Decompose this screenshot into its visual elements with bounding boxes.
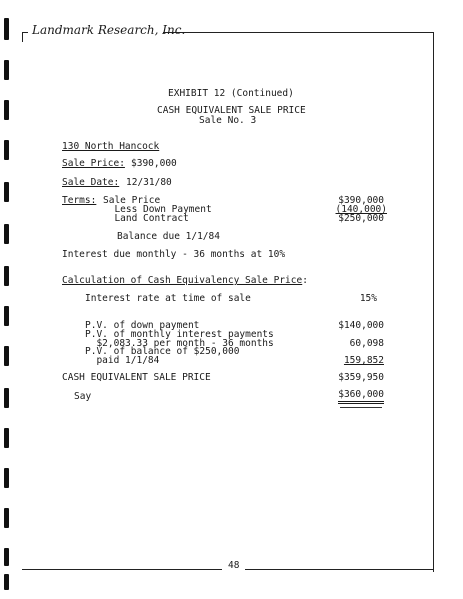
- total-label: CASH EQUIVALENT SALE PRICE: [62, 372, 211, 383]
- binder-mark: [4, 428, 9, 448]
- terms-item-label: Land Contract: [103, 213, 189, 224]
- pv-monthly-label: P.V. of monthly interest payments: [85, 329, 274, 340]
- interest-rate-value: 15%: [359, 293, 377, 304]
- terms-item-value: $390,000: [338, 195, 384, 206]
- terms-item-label: Less Down Payment: [103, 204, 212, 215]
- pv-balance-value: 159,852: [343, 355, 384, 366]
- terms-item-label: Sale Price: [103, 195, 161, 206]
- footer-line-left: [22, 569, 222, 570]
- interest-note: Interest due monthly - 36 months at 10%: [62, 249, 286, 260]
- sale-price-label: Sale Price:: [62, 158, 125, 169]
- pv-monthly-value: 60,098: [349, 338, 384, 349]
- pv-down-value: $140,000: [338, 320, 384, 331]
- binder-mark: [4, 182, 9, 202]
- frame-top-line: [163, 32, 433, 33]
- pv-down-label: P.V. of down payment: [85, 320, 200, 331]
- letterhead: Landmark Research, Inc.: [32, 23, 186, 37]
- sale-price-value: $390,000: [131, 158, 177, 169]
- binder-mark: [4, 388, 9, 408]
- terms-item-value: $250,000: [338, 213, 384, 224]
- interest-rate-label: Interest rate at time of sale: [85, 293, 251, 304]
- say-label: Say: [74, 391, 92, 402]
- terms-label: Terms:: [62, 195, 97, 206]
- page-subheading: Sale No. 3: [199, 115, 257, 126]
- binder-mark: [4, 266, 9, 286]
- binder-mark: [4, 224, 9, 244]
- binder-mark: [4, 508, 9, 528]
- calc-heading: [62, 276, 308, 287]
- total-value: $359,950: [338, 372, 384, 383]
- footer-line-right: [245, 569, 434, 570]
- exhibit-title: EXHIBIT 12 (Continued): [168, 88, 294, 99]
- say-underline-extra: [340, 407, 382, 408]
- binder-mark: [4, 574, 9, 590]
- binder-mark: [4, 306, 9, 326]
- frame-left-line: [22, 32, 23, 42]
- binder-mark: [4, 18, 9, 40]
- sale-date-label: Sale Date:: [62, 177, 120, 188]
- binder-mark: [4, 346, 9, 366]
- binder-mark: [4, 468, 9, 488]
- binder-mark: [4, 548, 9, 566]
- calc-heading-colon: :: [302, 275, 308, 286]
- say-value: $360,000: [338, 390, 384, 404]
- pv-balance-label: P.V. of balance of $250,000: [85, 346, 240, 357]
- pv-balance-label: paid 1/1/84: [85, 355, 160, 366]
- frame-right-line: [433, 32, 434, 572]
- pv-monthly-label: $2,083.33 per month - 36 months: [85, 338, 274, 349]
- calc-heading-text: Calculation of Cash Equivalency Sale Price: [62, 275, 303, 286]
- binder-mark: [4, 60, 9, 80]
- page-heading: CASH EQUIVALENT SALE PRICE: [157, 105, 306, 116]
- balance-due: Balance due 1/1/84: [117, 231, 220, 242]
- sale-date-value: 12/31/80: [126, 177, 172, 188]
- page-number: 48: [228, 560, 240, 571]
- property-address: 130 North Hancock: [62, 141, 160, 152]
- binder-mark: [4, 140, 9, 160]
- binder-mark: [4, 100, 9, 120]
- terms-item-value: (140,000): [335, 204, 387, 215]
